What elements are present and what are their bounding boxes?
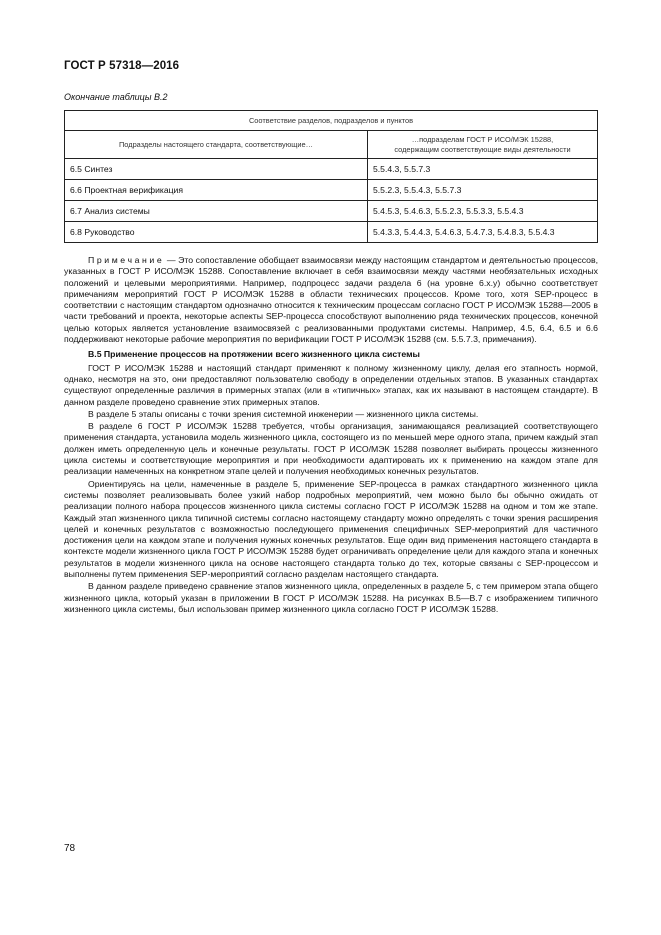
table-row (65, 201, 598, 222)
note-paragraph (64, 255, 598, 345)
paragraph: В данном разделе приведено сравнение этапов жизненного цикла, определенных в разделе 5, с тем примером этапа общего жизненного цикла, который указан в приложении В ГОСТ Р ИСО/МЭК 15288. На рисунках В.5—В.7 с изображением типичного жизненного цикла системы, был использован пример жизненного цикла согласно ГОСТ Р ИСО/МЭК 15288. (64, 581, 598, 614)
paragraph: ГОСТ Р ИСО/МЭК 15288 и настоящий стандарт применяют к полному жизненному циклу, делая его этапность нормой, однако, несмотря на это, они предоставляют пользователю свободу в определении отдельных этапов. В указанных стандартах существуют определенные различия в примерных этапах (или в «типичных» этапах, как их называют в настоящем стандарте). В данном разделе проведено сравнение этих примерных этапов. (64, 362, 598, 407)
section-title: В.5 Применение процессов на протяжении всего жизненного цикла системы (88, 349, 420, 360)
table-col2-header (368, 131, 598, 159)
paragraph: В разделе 6 ГОСТ Р ИСО/МЭК 15288 требуется, чтобы организация, занимающаяся реализацией соответствующего применения стандарта, установила модель жизненного цикла, состоящего из по меньшей мере одного этапа, причем каждый этап должен иметь определенную цель и конечные результаты. ГОСТ Р ИСО/МЭК 15288 позволяет выбирать процессы жизненного цикла системы и соответствующие мероприятия и при необходимости адаптировать их к применению на каждом этапе для реализации намеченных на конкретном этапе целей и получения необходимых конечных результатов. (64, 421, 598, 477)
body-text (64, 255, 598, 615)
table-cell-section: 6.5 Синтез (65, 159, 368, 180)
table-cell-section: 6.7 Анализ системы (65, 201, 368, 222)
table-cell-refs: 5.4.3.3, 5.4.4.3, 5.4.6.3, 5.4.7.3, 5.4.8.3, 5.5.4.3 (368, 222, 598, 243)
table-cell-refs: 5.4.5.3, 5.4.6.3, 5.5.2.3, 5.5.3.3, 5.5.4.3 (368, 201, 598, 222)
table-row (65, 180, 598, 201)
table-cell-section: 6.8 Руководство (65, 222, 368, 243)
note-label: Примечание (88, 255, 165, 265)
col2-header-line2: содержащим соответствующие виды деятельности (394, 144, 571, 154)
paragraph: Ориентируясь на цели, намеченные в разделе 5, применение SEP-процесса в рамках стандартного жизненного цикла системы позволяет реализовывать более узкий набор подробных мероприятий, чем можно было бы обычно ожидать от реализации полного набора процессов жизненного цикла системы согласно ГОСТ Р ИСО/МЭК 15288 на одном и том же этапе. Каждый этап жизненного цикла типичной системы согласно настоящему стандарту можно определять с точки зрения расширения целей и конечных результатов с возможностью последующего применения специфичных SEP-мероприятий для частичного достижения цели на каждом этапе и получения нужных конечных результатов. Еще один вид применения настоящего стандарта в контексте модели жизненного цикла ГОСТ Р ИСО/МЭК 15288 будет ограничивать определение цели для каждого этапа и конечных результатов в модели жизненного цикла на основе настоящего стандарта только до тех, которые связаны с SEP-процессом и выполнены путем применения SEP-мероприятий согласно разделам настоящего стандарта. (64, 478, 598, 580)
table-cell-refs: 5.5.4.3, 5.5.7.3 (368, 159, 598, 180)
table-row (65, 222, 598, 243)
note-text: — Это сопоставление обобщает взаимосвязи между настоящим стандартом и деятельностью процессов, указанных в ГОСТ Р ИСО/МЭК 15288. Сопоставление включает в себя взаимосвязи между частями необязательных исходных положений и целевыми мероприятиями. Например, подпроцесс задачи раздела 6 (на уровне 6.х.у) обычно соответствует примечаниям мероприятий ГОСТ Р ИСО/МЭК 15288 в области технических процессов. Кроме того, хотя SEP-процесс в соответствии с настоящим стандартом однозначно относится к техническим процессам согласно ГОСТ Р ИСО/МЭК 15288—2005 в части требований и проекта, некоторые аспекты SEP-процесса способствуют выполнению ряда технических процессов, конечной целью которых является установление взаимосвязей с реализованными продуктами системы. Например, 4.5, 6.4, 6.5 и 6.6 поддерживают некоторые рабочие мероприятия по верификации ГОСТ Р ИСО/МЭК 15288 (см. 5.5.7.3, примечания). (64, 255, 598, 345)
table-row (65, 159, 598, 180)
table-caption: Окончание таблицы В.2 (64, 92, 168, 102)
table-col1-header: Подразделы настоящего стандарта, соответствующие… (65, 131, 368, 159)
table-cell-refs: 5.5.2.3, 5.5.4.3, 5.5.7.3 (368, 180, 598, 201)
page-number: 78 (64, 843, 76, 854)
correspondence-table (64, 110, 598, 243)
document-code: ГОСТ Р 57318—2016 (64, 60, 180, 72)
table-top-header: Соответствие разделов, подразделов и пунктов (65, 111, 598, 131)
paragraph: В разделе 5 этапы описаны с точки зрения системной инженерии — жизненного цикла системы. (88, 408, 479, 419)
table-cell-section: 6.6 Проектная верификация (65, 180, 368, 201)
col2-header-line1: …подразделам ГОСТ Р ИСО/МЭК 15288, (411, 134, 554, 144)
